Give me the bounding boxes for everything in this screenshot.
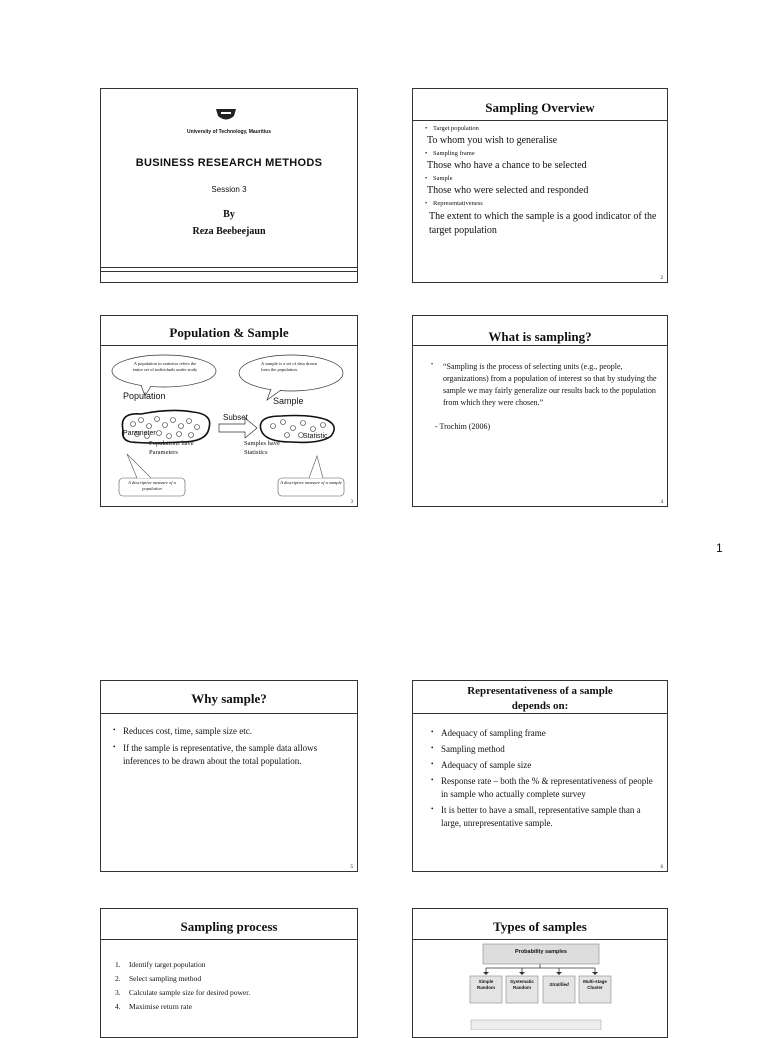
process-step: 4. Maximise return rate: [115, 1001, 192, 1011]
slide-number: 6: [660, 865, 663, 870]
bullet-item: • Reduces cost, time, sample size etc.: [111, 725, 331, 738]
bullet-item: • It is better to have a small, representative sample than a large, unrepresentative sample.: [429, 804, 659, 830]
process-step: 1. Identify target population: [115, 960, 206, 969]
bubble-left-text: A population in statistics refers the entire set of individuals under study: [132, 361, 198, 372]
slide-title: [100, 88, 358, 283]
systematic-random-box: Systematic Random: [510, 979, 534, 990]
slide-title: Sampling process: [101, 909, 357, 940]
slide-why-sample: [100, 680, 358, 872]
slide-title: What is sampling?: [413, 316, 667, 346]
item-head: • Target population: [425, 125, 479, 132]
bottom-rule: [101, 271, 357, 272]
title-line: Representativeness of a sample: [467, 685, 613, 697]
slide-types-of-samples: [412, 908, 668, 1038]
item-body: Those who have a chance to be selected: [427, 160, 587, 171]
slide-number: 5: [350, 865, 353, 870]
sample-label: Sample: [273, 396, 304, 406]
quote-source: - Trochim (2006): [435, 422, 491, 431]
why-sample-bullets: [111, 725, 331, 768]
representativeness-bullets: [429, 727, 659, 830]
slide-representativeness: [412, 680, 668, 872]
bullet-item: • Adequacy of sampling frame: [429, 727, 659, 740]
item-head: • Sampling frame: [425, 150, 475, 157]
item-body: Those who were selected and responded: [427, 185, 589, 196]
university-name: University of Technology, Mauritius: [187, 129, 271, 135]
population-label: Population: [123, 391, 166, 401]
callout-left-text: A descriptive measure of a population: [128, 480, 176, 491]
author-name: Reza Beebeejaun: [192, 226, 266, 237]
bullet-item: • Sampling method: [429, 743, 659, 756]
slide-number: 2: [660, 276, 663, 281]
slide-title: Why sample?: [101, 681, 357, 714]
page-number: 1: [716, 541, 723, 555]
slide-sampling-overview: [412, 88, 668, 283]
slide-sampling-process: [100, 908, 358, 1038]
slide-title: [413, 681, 667, 714]
slide-population-sample: [100, 315, 358, 507]
slide-title: Sampling Overview: [413, 89, 667, 121]
title-line: depends on:: [511, 699, 569, 712]
by-label: By: [223, 209, 235, 220]
subset-label: Subset: [223, 413, 248, 422]
slide-what-is-sampling: [412, 315, 668, 507]
bullet-item: • If the sample is representative, the sample data allows inferences to be drawn about the total population.: [111, 742, 331, 768]
stratified-box: Stratified: [549, 982, 569, 987]
bubble-right-text: A sample is a set of data drawn from the population.: [261, 361, 318, 372]
sampling-quote: • “Sampling is the process of selecting units (e.g., people, organizations) from a population of interest so that by studying the sample we may fairly generalize our results back to the population from which they were chosen.”: [431, 362, 657, 407]
bullet-item: • Response rate – both the % & representativeness of people in sample who actually complete survey: [429, 775, 659, 801]
item-body: The extent to which the sample is a good indicator of the target population: [429, 211, 657, 236]
callout-right-text: A descriptive measure of a sample: [280, 480, 342, 485]
parameter-label: Parameter: [123, 430, 156, 437]
process-steps: [115, 958, 250, 1014]
session-label: Session 3: [211, 185, 247, 194]
process-step: 2. Select sampling method: [115, 973, 202, 983]
university-logo: [215, 108, 237, 124]
process-step: 3. Calculate sample size for desired power.: [115, 987, 251, 997]
simple-random-box: Simple Random: [477, 979, 495, 990]
slide-title: Types of samples: [413, 909, 667, 940]
slide-title: Population & Sample: [101, 316, 357, 346]
slide-number: 4: [660, 500, 663, 505]
overview-list: [423, 125, 661, 237]
populations-have-text: Populations have Parameters: [149, 440, 194, 457]
statistic-label: Statistic: [303, 433, 328, 440]
samples-have-text: Samples have Statistics: [244, 440, 280, 457]
item-head: • Sample: [425, 175, 453, 182]
bottom-rule: [101, 267, 357, 268]
item-body: To whom you wish to generalise: [427, 135, 558, 146]
item-head: • Representativeness: [425, 200, 483, 207]
bullet-item: • Adequacy of sample size: [429, 759, 659, 772]
probability-samples-box: Probability samples: [515, 949, 567, 955]
multi-stage-cluster-box: Multi-stage Cluster: [583, 979, 607, 990]
course-title: BUSINESS RESEARCH METHODS: [135, 157, 323, 169]
slide-number: 3: [350, 500, 353, 505]
